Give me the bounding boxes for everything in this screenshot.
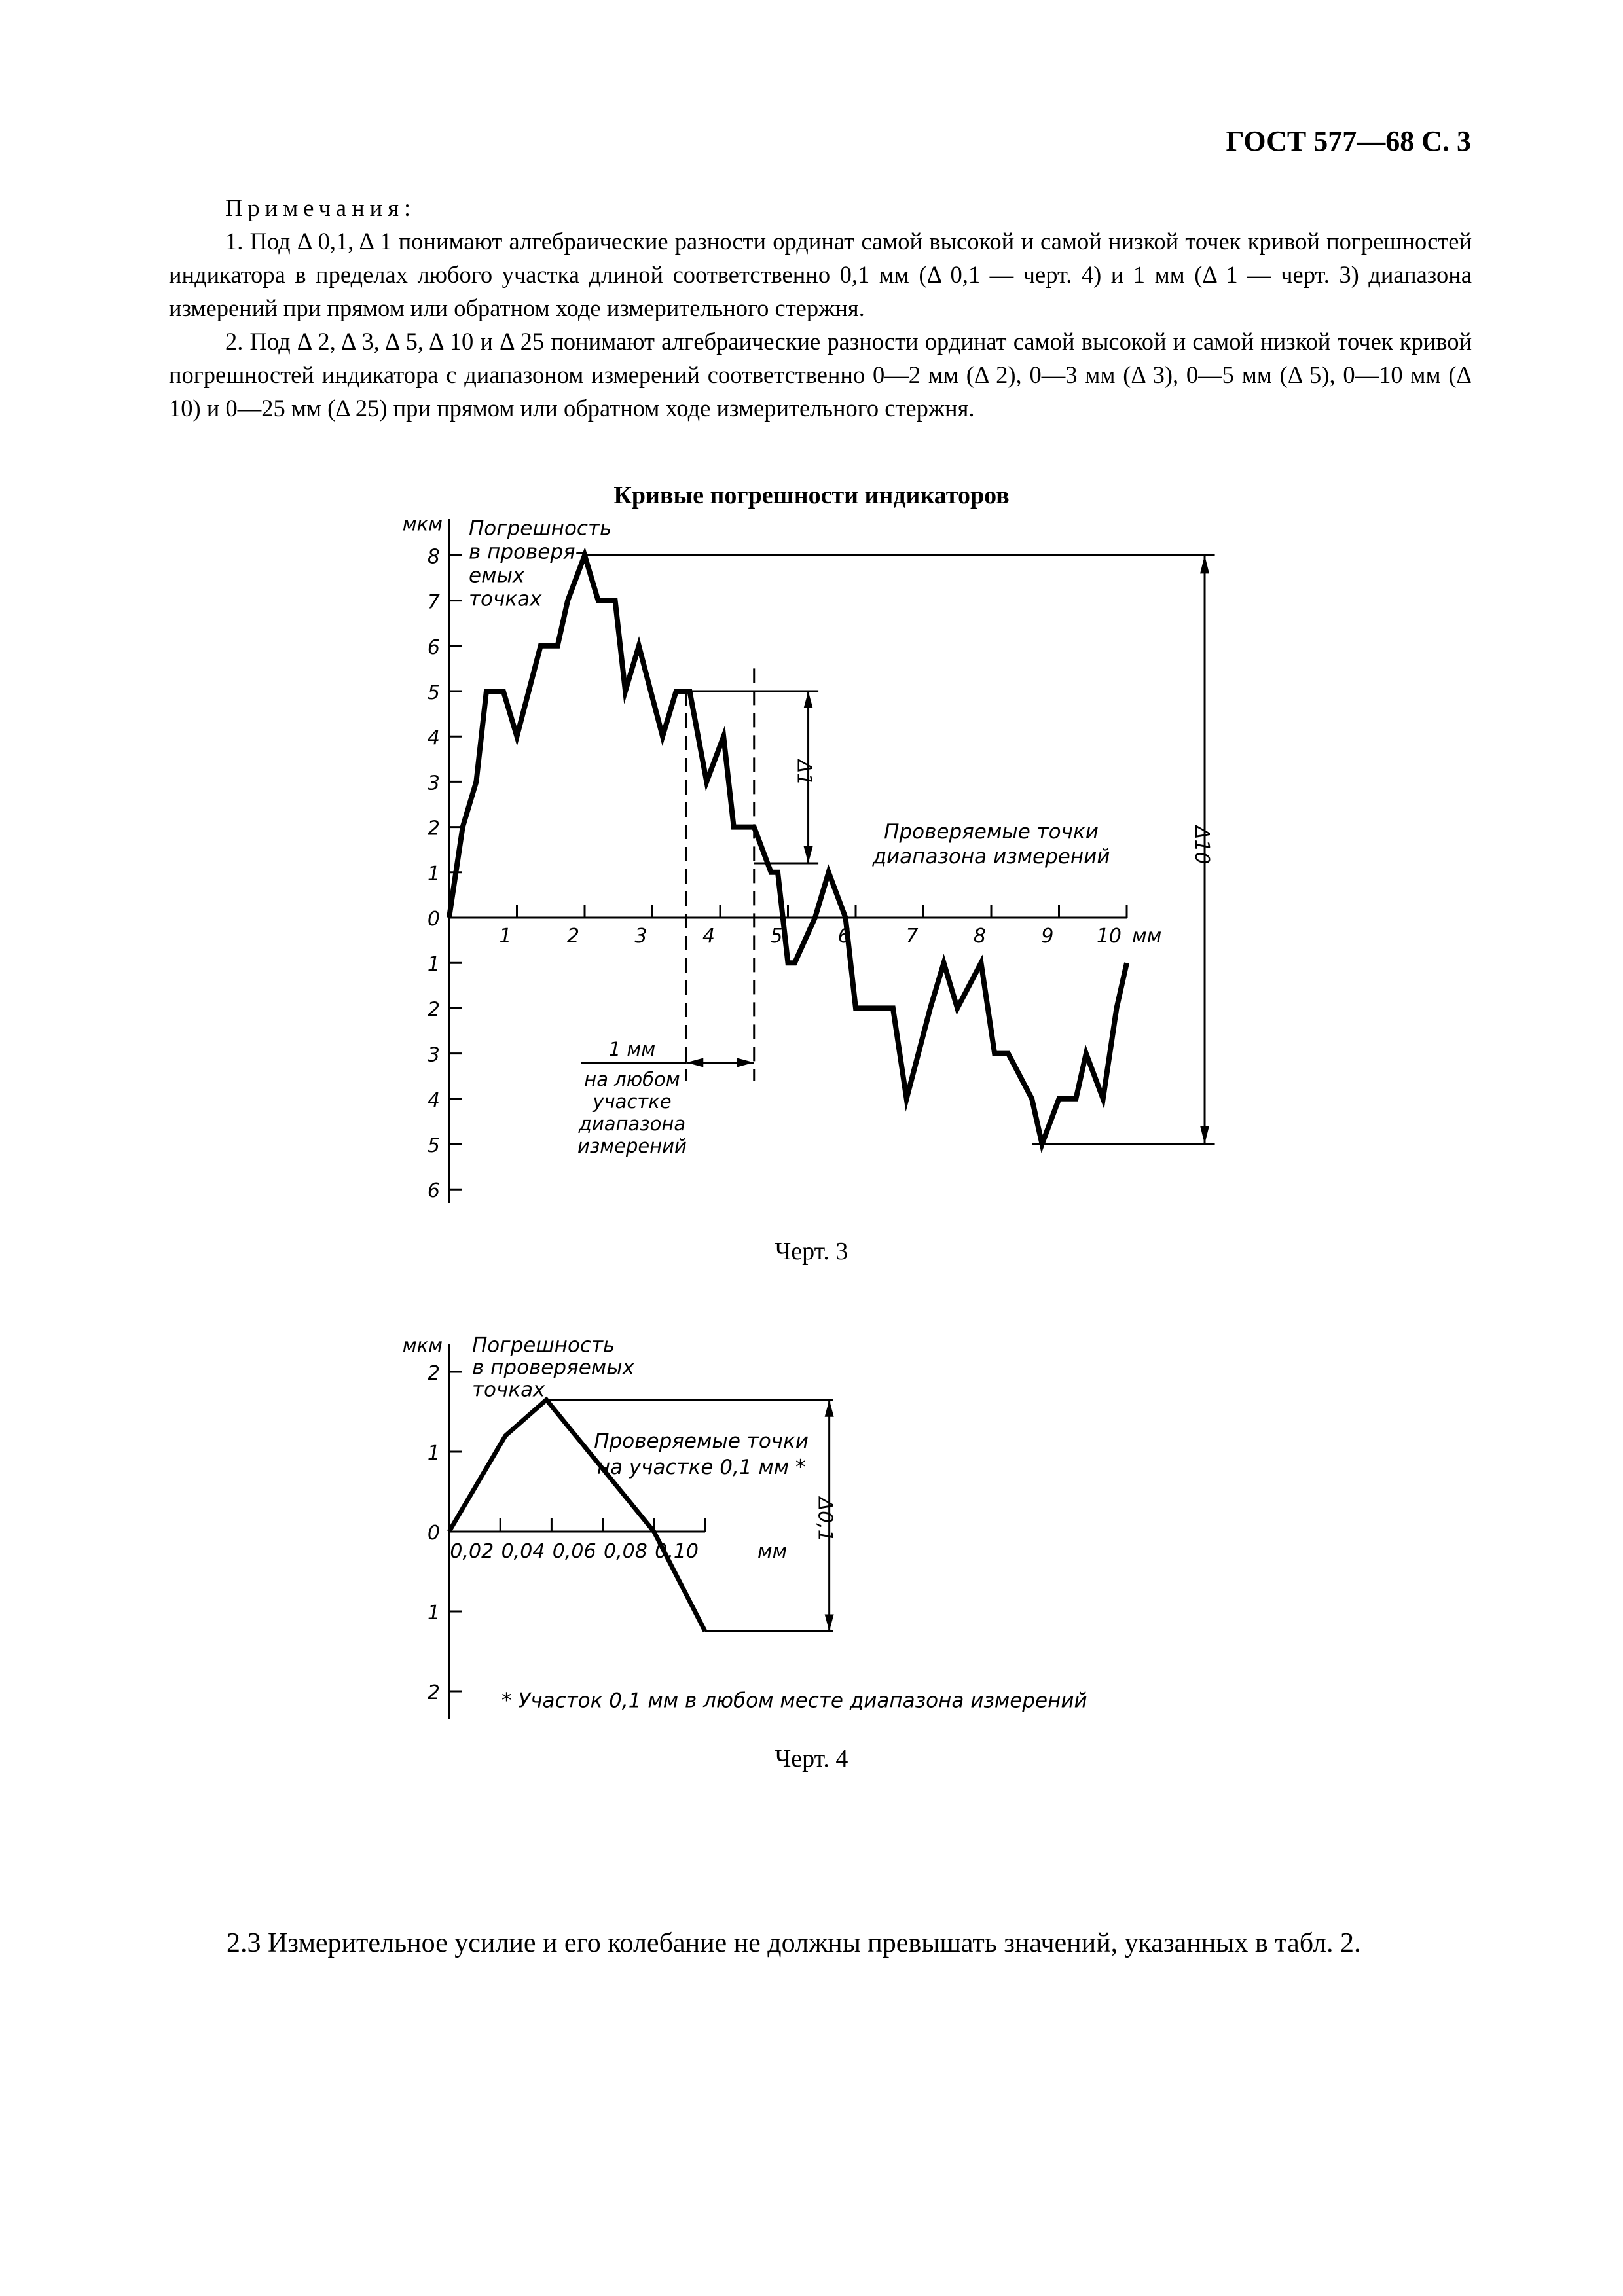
x-tick-label: 0,08 <box>604 1540 647 1563</box>
x-tick-label: 5 <box>770 925 783 948</box>
page-header: ГОСТ 577—68 С. 3 <box>1226 125 1471 157</box>
delta-arrow-bottom <box>825 1615 834 1632</box>
delta10-label: Δ10 <box>1190 825 1214 865</box>
x-tick-label: 2 <box>566 925 579 948</box>
y-tick-label: 3 <box>427 772 440 795</box>
delta-label: Δ0,1 <box>813 1497 837 1542</box>
y-tick-label: 6 <box>427 636 440 659</box>
x-tick-label: 0,06 <box>552 1540 596 1563</box>
y-tick-label: 1 <box>427 1602 440 1624</box>
y-tick-label: 4 <box>427 726 440 750</box>
y-tick-label: 1 <box>427 1442 440 1465</box>
figure-3-caption: Черт. 3 <box>775 1238 848 1265</box>
y-unit-label: мкм <box>402 1334 443 1357</box>
y-tick-label: 7 <box>427 590 440 614</box>
x-tick-label: 6 <box>837 925 850 948</box>
x-tick-label: 7 <box>905 925 919 948</box>
y-tick-label: 2 <box>427 1362 440 1385</box>
x-tick-label: 0,02 <box>450 1540 494 1563</box>
y-tick-label: 5 <box>427 1134 440 1157</box>
y-tick-label: 2 <box>427 817 440 840</box>
x-tick-label: 0,10 <box>655 1540 699 1563</box>
y-tick-label: 2 <box>427 1681 440 1704</box>
x-tick-label: 3 <box>634 925 647 948</box>
x-tick-label: 4 <box>702 925 715 948</box>
y-zero-label: 0 <box>427 1522 440 1545</box>
x-tick-label: 1 <box>499 925 512 948</box>
note-2: 2. Под Δ 2, Δ 3, Δ 5, Δ 10 и Δ 25 понимают алгебраические разности ординат самой высокой и самой низкой точек кривой погрешностей индикатора с диапазоном измерений соответственно 0—2 мм (Δ 2), 0—3 мм (Δ 3), 0—5 мм (Δ 5), 0—10 мм (Δ 10) и 0—25 мм (Δ 25) при прямом или обратном ходе измерительного стержня. <box>169 328 1472 422</box>
x-tick-label: 9 <box>1041 925 1054 948</box>
y-axis-title: Погрешность в проверя– емых точках <box>469 516 612 611</box>
y-tick-label: 1 <box>427 953 440 977</box>
y-zero-label: 0 <box>427 908 440 931</box>
footnote: * Участок 0,1 мм в любом месте диапазона измерений <box>501 1689 1087 1713</box>
paragraph-2-3 <box>169 1926 1473 1961</box>
y-axis-title: Погрешность в проверяемых точках <box>472 1333 634 1402</box>
chart-title: Кривые погрешности индикаторов <box>613 482 1010 509</box>
y-unit-label: мкм <box>402 512 443 535</box>
x-unit-label: мм <box>1132 925 1162 948</box>
x-axis-title: Проверяемые точки на участке 0,1 мм * <box>594 1429 809 1479</box>
note-1: 1. Под Δ 0,1, Δ 1 понимают алгебраические разности ординат самой высокой и самой низкой точек кривой погрешностей индикатора в пределах любого участка длиной соответственно 0,1 мм (Δ 0,1 — черт. 4) и 1 мм (Δ 1 — черт. 3) диапазона измерений при прямом или обратном ходе измерительного стержня. <box>169 228 1472 321</box>
x-axis-title: Проверяемые точки диапазона измерений <box>872 819 1110 869</box>
x-tick-label: 0,04 <box>501 1540 545 1563</box>
x-unit-label: мм <box>757 1540 788 1563</box>
delta-arrow-top <box>825 1400 834 1417</box>
delta1-label: Δ1 <box>792 759 816 786</box>
y-tick-label: 1 <box>427 862 440 886</box>
y-tick-label: 2 <box>427 998 440 1022</box>
paragraph-2-3-text: 2.3 Измерительное усилие и его колебание не должны превышать значений, указанных в табл. 2. <box>227 1928 1361 1958</box>
x-tick-label: 8 <box>973 925 986 948</box>
figure-4-caption: Черт. 4 <box>775 1745 848 1772</box>
interval-label: 1 мм на любом участке диапазона измерений <box>577 1038 687 1158</box>
y-tick-label: 8 <box>427 545 440 569</box>
y-tick-label: 4 <box>427 1088 440 1112</box>
y-tick-label: 5 <box>427 681 440 704</box>
x-tick-label: 10 <box>1096 925 1122 948</box>
y-tick-label: 3 <box>427 1043 440 1067</box>
notes-heading: Примечания: <box>225 194 416 221</box>
y-tick-label: 6 <box>427 1179 440 1203</box>
